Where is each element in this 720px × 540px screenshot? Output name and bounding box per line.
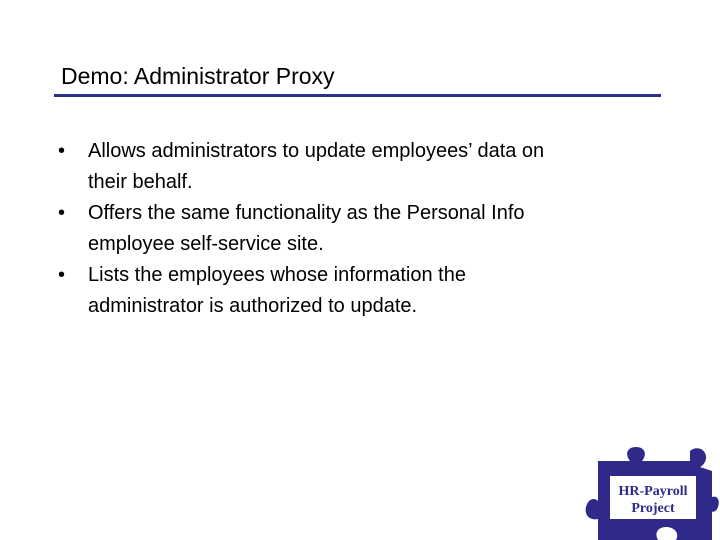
bullet-text-line: administrator is authorized to update. bbox=[88, 295, 418, 317]
bullet-item bbox=[58, 260, 658, 322]
bullet-marker: • bbox=[58, 264, 66, 286]
bullet-text-line: their behalf. bbox=[88, 171, 193, 193]
logo-text-line1: HR-Payroll bbox=[618, 484, 688, 499]
slide-title: Demo: Administrator Proxy bbox=[61, 63, 335, 89]
logo-text-line2: Project bbox=[631, 501, 675, 516]
bullet-marker: • bbox=[58, 140, 66, 162]
bullet-text-line: Lists the employees whose information the bbox=[88, 264, 466, 286]
bullet-item bbox=[58, 136, 658, 198]
bullet-text-line: Offers the same functionality as the Personal Info bbox=[88, 202, 525, 224]
bullet-list bbox=[58, 136, 658, 322]
title-underline bbox=[54, 94, 661, 97]
bullet-text-line: employee self-service site. bbox=[88, 233, 324, 255]
bullet-item bbox=[58, 198, 658, 260]
puzzle-piece-icon bbox=[584, 447, 720, 540]
bullet-text-line: Allows administrators to update employees’ data on bbox=[88, 140, 545, 162]
hr-payroll-project-logo bbox=[584, 447, 720, 540]
bullet-marker: • bbox=[58, 202, 66, 224]
